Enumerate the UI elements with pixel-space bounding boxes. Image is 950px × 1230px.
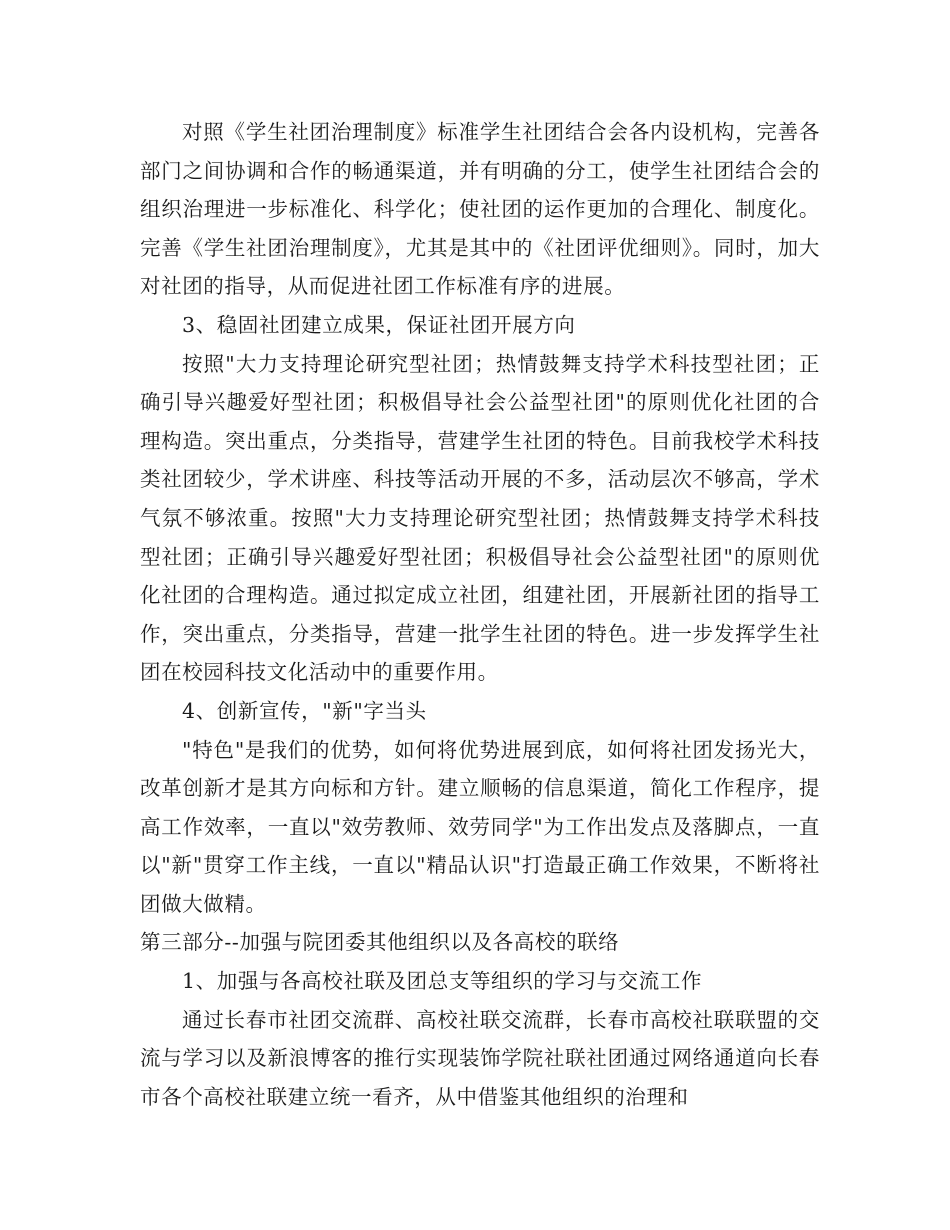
section-heading-3: 3、稳固社团建立成果，保证社团开展方向 xyxy=(182,312,576,337)
paragraph-exchange: 通过长春市社团交流群、高校社联交流群，长春市高校社联联盟的交流与学习以及新浪博客的推行实现装饰学院社联社团通过网络通道向长春市各个高校社联建立统一看齐，从中借鉴其他组织的治理和 xyxy=(140,1007,820,1109)
section-heading-4: 4、创新宣传，"新"字当头 xyxy=(182,698,427,723)
section-heading-1: 1、加强与各高校社联及团总支等组织的学习与交流工作 xyxy=(182,969,703,994)
paragraph-governance: 对照《学生社团治理制度》标准学生社团结合会各内设机构，完善各部门之间协调和合作的畅通渠道，并有明确的分工，使学生社团结合会的组织治理进一步标准化、科学化；使社团的运作更加的合理化、制度化。完善《学生社团治理制度》，尤其是其中的《社团评优细则》。同时，加大对社团的指导，从而促进社团工作标准有序的进展。 xyxy=(140,120,820,299)
part-three-title: 第三部分--加强与院团委其他组织以及各高校的联络 xyxy=(140,930,620,955)
paragraph-innovation: "特色"是我们的优势，如何将优势进展到底，如何将社团发扬光大，改革创新才是其方向标和方针。建立顺畅的信息渠道，简化工作程序，提高工作效率，一直以"效劳教师、效劳同学"为工作出发点及落脚点，一直以"新"贯穿工作主线，一直以"精品认识"打造最正确工作效果，不断将社团做大做精。 xyxy=(140,737,820,916)
paragraph-structure: 按照"大力支持理论研究型社团；热情鼓舞支持学术科技型社团；正确引导兴趣爱好型社团；积极倡导社会公益型社团"的原则优化社团的合理构造。突出重点，分类指导，营建学生社团的特色。目前我校学术科技类社团较少，学术讲座、科技等活动开展的不多，活动层次不够高，学术气氛不够浓重。按照"大力支持理论研究型社团；热情鼓舞支持学术科技型社团；正确引导兴趣爱好型社团；积极倡导社会公益型社团"的原则优化社团的合理构造。通过拟定成立社团，组建社团，开展新社团的指导工作，突出重点，分类指导，营建一批学生社团的特色。进一步发挥学生社团在校园科技文化活动中的重要作用。 xyxy=(140,351,820,685)
document-body xyxy=(140,113,820,1116)
